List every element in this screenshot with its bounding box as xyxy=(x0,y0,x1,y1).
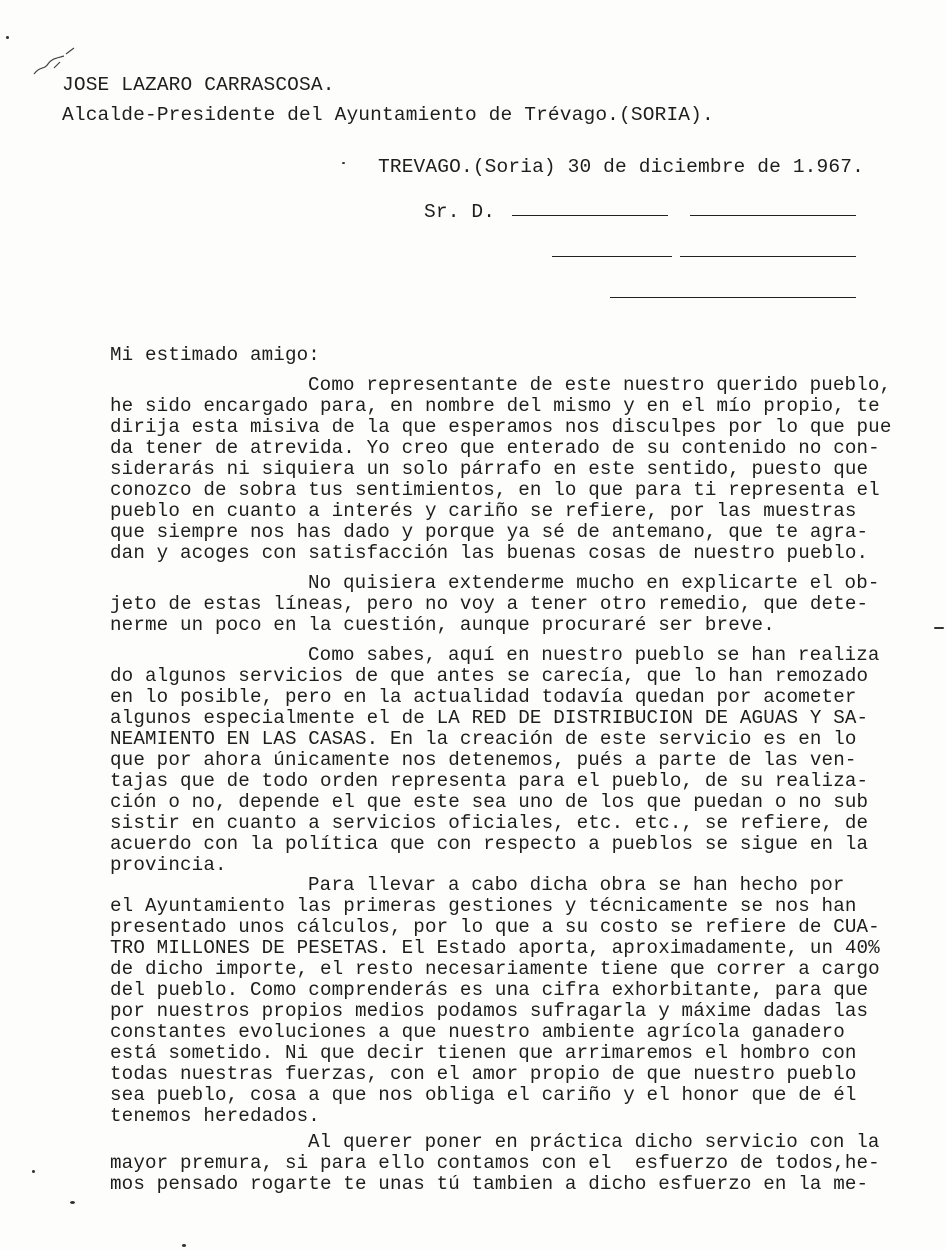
paper-speck xyxy=(342,162,345,164)
paragraph-5-line: Al querer poner en práctica dicho servicio con la xyxy=(308,1131,880,1153)
paragraph-3-line: provincia. xyxy=(110,854,227,876)
paragraph-1-line: pueblo en cuanto a interés y cariño se refiere, por las muestras xyxy=(110,500,857,522)
paragraph-3-line: tajas que de todo orden representa para el pueblo, de su realiza- xyxy=(110,770,869,792)
paragraph-3-line: sistir en cuanto a servicios oficiales, etc. etc., se refiere, de xyxy=(110,812,869,834)
recipient-address-line-2 xyxy=(680,256,856,257)
recipient-address-line xyxy=(552,256,672,257)
paragraph-4-line: está sometido. Ni que decir tienen que arrimaremos el hombro con xyxy=(110,1042,857,1064)
paragraph-4-line: del pueblo. Como comprenderás es una cifra exhorbitante, para que xyxy=(110,979,869,1001)
paragraph-3-line: en lo posible, pero en la actualidad todavía quedan por acometer xyxy=(110,686,857,708)
paragraph-5-line: mos pensado rogarte te unas tú tambien a dicho esfuerzo en la me- xyxy=(110,1173,869,1195)
paragraph-1-line: conozco de sobra tus sentimientos, en lo que para ti representa el xyxy=(110,479,880,501)
paragraph-3-line: ción o no, depende el que este sea uno de los que puedan o no sub xyxy=(110,791,869,813)
paragraph-5-line: mayor premura, si para ello contamos con el esfuerzo de todos,he- xyxy=(110,1152,880,1174)
paragraph-3-line: NEAMIENTO EN LAS CASAS. En la creación de este servicio es en lo xyxy=(110,728,857,750)
paper-speck xyxy=(934,627,944,629)
paragraph-3-line: acuerdo con la política que con respecto a pueblos se sigue en la xyxy=(110,833,869,855)
paragraph-1-line: dirija esta misiva de la que esperamos nos disculpes por lo que pue xyxy=(110,416,892,438)
paper-speck xyxy=(182,1244,186,1247)
paragraph-3-line: Como sabes, aquí en nuestro pueblo se han realiza xyxy=(308,644,880,666)
recipient-city-line xyxy=(610,297,856,298)
paragraph-1-line: que siempre nos has dado y porque ya sé de antemano, que te agra- xyxy=(110,521,869,543)
paragraph-1-line: siderarás ni siquiera un solo párrafo en este sentido, puesto que xyxy=(110,458,869,480)
paragraph-4-line: todas nuestras fuerzas, con el amor propio de que nuestro pueblo xyxy=(110,1063,857,1085)
paragraph-4-line: por nuestros propios medios podamos sufragarla y máxime dadas las xyxy=(110,1000,869,1022)
sender-name: JOSE LAZARO CARRASCOSA. xyxy=(62,74,335,96)
recipient-name-line xyxy=(512,215,668,216)
place-date: TREVAGO.(Soria) 30 de diciembre de 1.967. xyxy=(378,156,864,178)
paper-speck xyxy=(6,36,9,39)
paragraph-3-line: algunos especialmente el de LA RED DE DISTRIBUCION DE AGUAS Y SA- xyxy=(110,707,869,729)
paragraph-4-line: de dicho importe, el resto necesariamente tiene que correr a cargo xyxy=(110,958,880,980)
paragraph-1-line: Como representante de este nuestro querido pueblo, xyxy=(308,374,892,396)
paragraph-4-line: presentado unos cálculos, por lo que a su costo se refiere de CUA- xyxy=(110,916,880,938)
paragraph-2-line: jeto de estas líneas, pero no voy a tener otro remedio, que dete- xyxy=(110,593,869,615)
sender-title: Alcalde-Presidente del Ayuntamiento de Trévago.(SORIA). xyxy=(62,104,714,126)
paragraph-4-line: constantes evoluciones a que nuestro ambiente agrícola ganadero xyxy=(110,1021,845,1043)
paragraph-1-line: da tener de atrevida. Yo creo que enterado de su contenido no con- xyxy=(110,437,880,459)
paragraph-2-line: No quisiera extenderme mucho en explicarte el ob- xyxy=(308,572,880,594)
paragraph-4-line: sea pueblo, cosa a que nos obliga el cariño y el honor que de él xyxy=(110,1084,857,1106)
paragraph-4-line: TRO MILLONES DE PESETAS. El Estado aporta, aproximadamente, un 40% xyxy=(110,937,880,959)
paragraph-2-line: nerme un poco en la cuestión, aunque procuraré ser breve. xyxy=(110,614,775,636)
paragraph-3-line: do algunos servicios de que antes se carecía, que lo han remozado xyxy=(110,665,869,687)
paper-speck xyxy=(70,1201,75,1204)
paragraph-3-line: que por ahora únicamente nos detenemos, pués a parte de las ven- xyxy=(110,749,857,771)
paragraph-4-line: el Ayuntamiento las primeras gestiones y técnicamente se nos han xyxy=(110,895,857,917)
paragraph-1-line: dan y acoges con satisfacción las buenas cosas de nuestro pueblo. xyxy=(110,542,869,564)
paragraph-4-line: tenemos heredados. xyxy=(110,1105,320,1127)
recipient-label: Sr. D. xyxy=(424,201,496,223)
recipient-name-line-2 xyxy=(690,215,856,216)
paragraph-1-line: he sido encargado para, en nombre del mismo y en el mío propio, te xyxy=(110,395,880,417)
paper-speck xyxy=(32,1170,35,1173)
salutation: Mi estimado amigo: xyxy=(110,344,320,366)
paragraph-4-line: Para llevar a cabo dicha obra se han hecho por xyxy=(308,874,845,896)
